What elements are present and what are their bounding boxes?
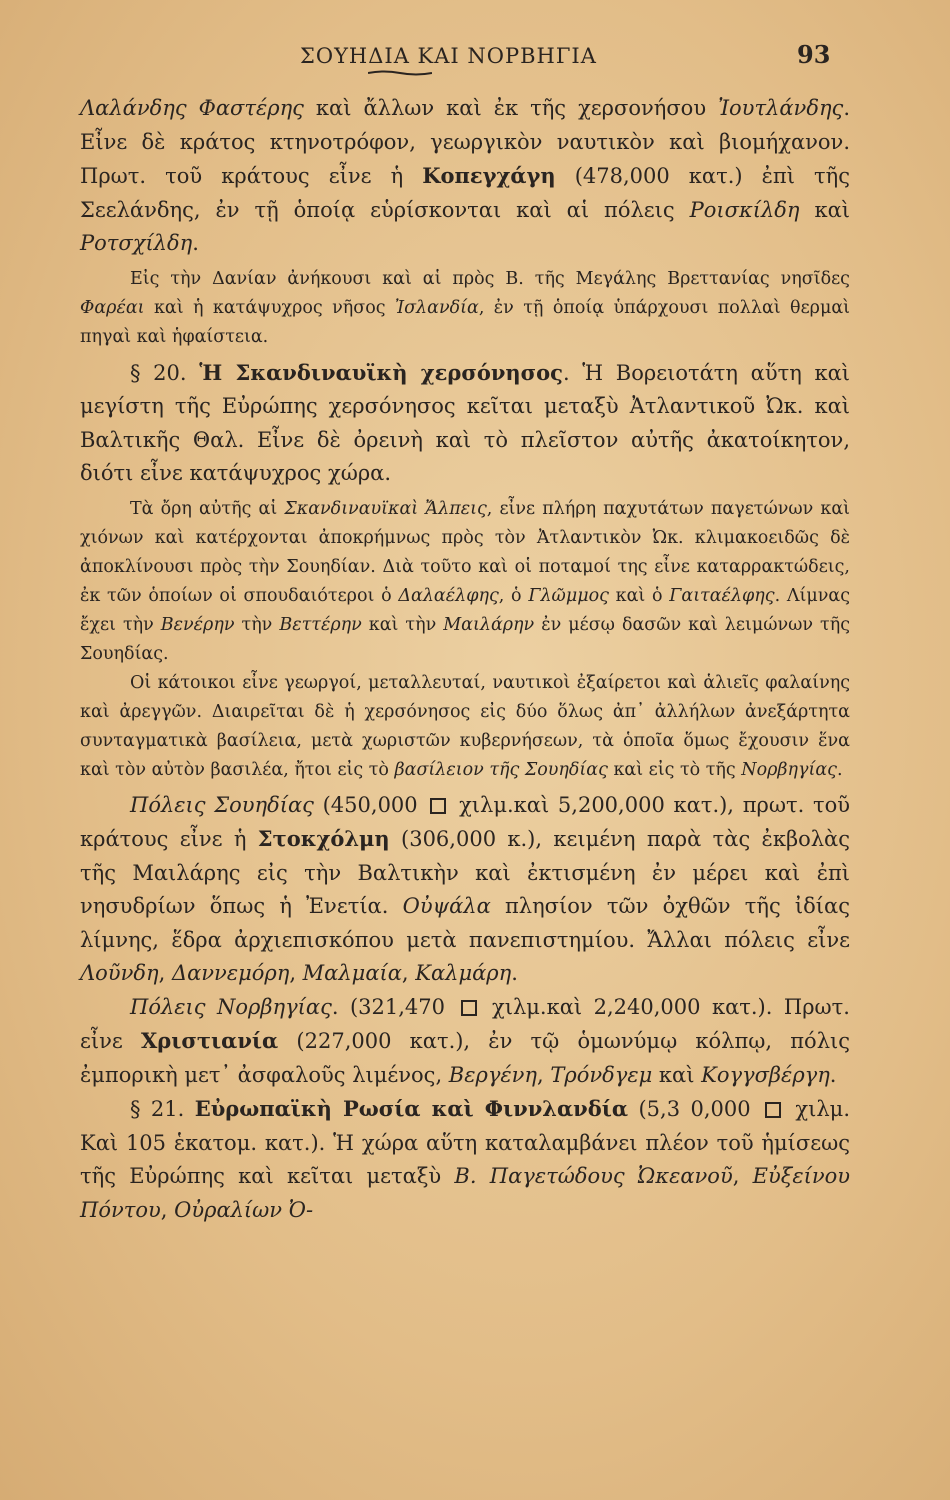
- text-span: , ὁ: [498, 585, 529, 606]
- text-span: (450,000: [313, 792, 427, 817]
- place-name: Ἰσλανδία: [394, 297, 479, 318]
- text-span: [187, 96, 199, 120]
- place-name: Βεργένη: [448, 1062, 538, 1087]
- place-name: Σκανδιναυϊκαὶ Ἄλπεις: [284, 498, 487, 519]
- place-name: Λοῦνδη: [80, 961, 159, 985]
- text-span: Τὰ ὄρη αὐτῆς αἱ: [130, 498, 285, 519]
- place-name: Μαλμαία: [302, 961, 402, 985]
- place-name: Καλμάρη: [415, 961, 512, 985]
- body-text: [80, 92, 850, 1227]
- text-span: πλησίον τῶν ὀχθῶν τῆς ἰδίας λίμνης, ἕδρα ἀρχιεπισκόπου μετὰ πανεπιστημίου. Ἄλλαι πόλεις εἶνε: [80, 894, 850, 952]
- text-span: , ἐν τῇ ὁποίᾳ ὑπάρχουσι πολλαὶ θερμαὶ πηγαὶ καὶ ἡφαίστεια.: [80, 297, 851, 347]
- section-number: § 20.: [130, 360, 200, 385]
- text-span: . Εἶνε δὲ κράτος κτηνοτρόφον, γεωργικὸν ναυτικὸν καὶ βιομήχανον. Πρωτ. τοῦ κράτους εἶνε ἡ: [80, 96, 850, 188]
- text-span: Εἰς τὴν Δανίαν ἀνήκουσι καὶ αἱ πρὸς Β. τῆς Μεγάλης Βρεττανίας νησῖδες: [130, 268, 850, 289]
- paragraph-sweden-cities: [80, 789, 850, 991]
- text-span: τὴν: [234, 614, 280, 635]
- place-name: Δαλαέλφης: [398, 585, 499, 606]
- text-span: . (321,470: [331, 994, 457, 1019]
- place-name: Ροτσχίλδη: [80, 231, 193, 255]
- paragraph-section-21: [80, 1092, 850, 1227]
- place-name: Οὐραλίων Ὀ-: [174, 1197, 314, 1222]
- text-span: χιλμ.καὶ 5,200,000 κατ.), πρωτ. τοῦ κράτους εἶνε ἡ: [80, 792, 850, 851]
- place-name: Τρόνδγεμ: [550, 1062, 653, 1087]
- running-title: ΣΟΥΗΔΙΑ ΚΑΙ ΝΟΡΒΗΓΙΑ: [300, 44, 597, 68]
- place-name: Δαννεμόρη: [171, 961, 290, 985]
- section-heading: Εὐρωπαϊκὴ Ρωσία καὶ Φιννλανδία: [194, 1096, 629, 1121]
- place-name: Οὐψάλα: [402, 894, 491, 918]
- capital-name: Στοκχόλμη: [257, 826, 390, 851]
- paragraph-denmark-islands: [80, 265, 850, 352]
- paragraph-denmark: [80, 92, 850, 261]
- place-name: Γαιταέλφης: [669, 585, 775, 606]
- subheading: Πόλεις Σουηδίας: [130, 792, 314, 817]
- place-name: Ροισκίλδη: [689, 197, 800, 222]
- text-span: καὶ εἰς τὸ τῆς: [607, 759, 742, 780]
- square-symbol-icon: [765, 1102, 781, 1118]
- text-span: ἐν μέσῳ δασῶν καὶ λειμώνων τῆς Σουηδίας.: [80, 614, 851, 664]
- text-span: ,: [289, 961, 303, 985]
- text-span: καὶ: [799, 197, 851, 222]
- paragraph-inhabitants: [80, 669, 850, 785]
- text-span: (5,3 0,000: [628, 1097, 761, 1121]
- text-span: .: [192, 231, 199, 255]
- text-span: ,: [160, 1197, 175, 1222]
- text-span: καὶ τὴν: [361, 614, 444, 635]
- place-name: Νορβηγίας: [741, 759, 837, 780]
- place-name: Λαλάνδης: [80, 96, 187, 120]
- text-span: καὶ ἡ κατάψυχρος νῆσος: [144, 297, 395, 318]
- text-span: (478,000 κατ.) ἐπὶ τῆς Σεελάνδης, ἐν τῇ ὁποίᾳ εὑρίσκονται καὶ αἱ πόλεις: [80, 164, 850, 222]
- place-name: Βενέρην: [160, 614, 235, 635]
- text-span: ,: [732, 1164, 753, 1188]
- text-span: ,: [401, 961, 416, 985]
- section-number: § 21.: [130, 1097, 195, 1121]
- text-span: . Ἡ Βορειοτάτη αὕτη καὶ μεγίστη τῆς Εὐρώπης χερσόνησος κεῖται μεταξὺ Ἀτλαντικοῦ Ὠκ. καὶ Βαλτικῆς Θαλ. Εἶνε δὲ ὀρεινὴ καὶ τὸ πλεῖστον αὐτῆς ἀκατοίκητον, διότι εἶνε κατάψυχρος χώρα.: [80, 360, 851, 485]
- paragraph-section-20: [80, 356, 850, 491]
- text-span: .: [836, 759, 843, 780]
- text-span: . Λίμνας ἔχει τὴν: [80, 585, 850, 635]
- text-span: .: [829, 1062, 837, 1087]
- text-span: χιλμ. Καὶ 105 ἑκατομ. κατ.). Ἡ χώρα αὕτη καταλαμβάνει πλέον τοῦ ἡμίσεως τῆς Εὐρώπης καὶ κεῖται μεταξὺ: [80, 1097, 850, 1188]
- text-span: Οἱ κάτοικοι εἶνε γεωργοί, μεταλλευταί, ναυτικοὶ ἐξαίρετοι καὶ ἁλιεῖς φαλαίνης καὶ ἀρεγγῶν. Διαιρεῖται δὲ ἡ χερσόνησος εἰς δύο ὅλως ἀπ᾿ ἀλλήλων ἀνεξάρτητα συνταγματικὰ βασίλεια, μετὰ χωριστῶν κυβερνήσεων, τὰ ὁποῖα ὅμως ἔχουσιν ἕνα καὶ τὸν αὐτὸν βασιλέα, ἤτοι εἰς τὸ: [80, 672, 850, 780]
- text-span: ,: [158, 961, 172, 985]
- place-name: Εὐξείνου Πόντου: [80, 1164, 850, 1222]
- text-span: καὶ ἄλλων καὶ ἐκ τῆς χερσονήσου: [303, 96, 719, 120]
- text-span: ,: [537, 1062, 551, 1087]
- text-span: χιλμ.καὶ 2,240,000 κατ.). Πρωτ. εἶνε: [80, 994, 850, 1053]
- subheading: Πόλεις Νορβηγίας: [130, 994, 332, 1019]
- page-header: [0, 40, 950, 80]
- capital-name: Χριστιανία: [140, 1028, 279, 1053]
- text-span: , εἶνε πλήρη παχυτάτων παγετώνων καὶ χιόνων καὶ κατέρχονται ἀποκρήμνως πρὸς τὸν Ἀτλαντικὸν Ὠκ. κλιμακοειδῶς δὲ ἀποκλίνουσι πρὸς τὴν Σουηδίαν. Διὰ τοῦτο καὶ οἱ ποταμοί της εἶνε καταρρακτώδεις, ἐκ τῶν ὁποίων οἱ σπουδαιότεροι ὁ: [80, 498, 851, 606]
- place-name: Μαιλάρην: [443, 614, 535, 635]
- text-span: .: [511, 961, 518, 985]
- page-number: 93: [797, 40, 831, 69]
- section-heading: Ἡ Σκανδιναυϊκὴ χερσόνησος: [199, 359, 563, 385]
- ornament-rule: [368, 70, 432, 76]
- capital-name: Κοπεγχάγη: [422, 163, 556, 188]
- text-span: καὶ: [652, 1062, 702, 1087]
- place-name: Ἰουτλάνδης: [718, 96, 844, 120]
- place-name: Φαστέρης: [198, 96, 304, 120]
- paragraph-mountains: [80, 495, 850, 669]
- square-symbol-icon: [461, 1000, 477, 1016]
- text-span: (306,000 κ.), κειμένη παρὰ τὰς ἐκβολὰς τῆς Μαιλάρης εἰς τὴν Βαλτικὴν καὶ ἐκτισμένη ἐν μέρει καὶ ἐπὶ νησυδρίων ὅπως ἡ Ἐνετία.: [80, 827, 850, 918]
- text-span: (227,000 κατ.), ἐν τῷ ὁμωνύμῳ κόλπῳ, πόλις ἐμπορικὴ μετ᾿ ἀσφαλοῦς λιμένος,: [80, 1029, 851, 1087]
- place-name: Γλῶμμος: [528, 585, 609, 606]
- square-symbol-icon: [430, 798, 446, 814]
- place-name: Κογγσβέργη: [701, 1062, 830, 1087]
- place-name: Βεττέρην: [279, 614, 362, 635]
- text-span: καὶ ὁ: [608, 585, 670, 606]
- place-name: Β. Παγετώδους Ὠκεανοῦ: [454, 1164, 733, 1188]
- paragraph-norway-cities: [80, 991, 850, 1093]
- place-name: Φαρέαι: [80, 297, 145, 318]
- place-name: βασίλειον τῆς Σουηδίας: [394, 759, 608, 780]
